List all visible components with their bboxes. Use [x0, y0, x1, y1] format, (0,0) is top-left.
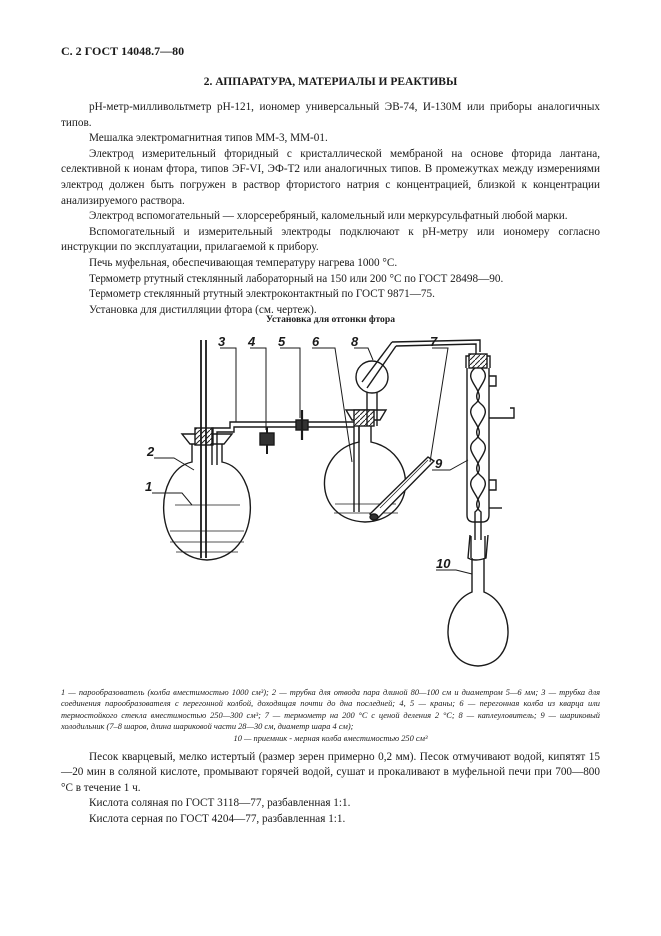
label-1: 1	[145, 479, 153, 494]
figure-title: Установка для отгонки фтора	[266, 314, 395, 325]
paragraph-stirrer: Мешалка электромагнитная типов ММ-3, ММ-01.	[89, 132, 328, 145]
label-4: 4	[248, 334, 256, 349]
reagents-list	[61, 750, 600, 827]
volumetric-receiver-flask	[448, 535, 508, 666]
stopcock-4	[260, 427, 274, 454]
section-title: 2. АППАРАТУРА, МАТЕРИАЛЫ И РЕАКТИВЫ	[203, 76, 458, 88]
label-2: 2	[147, 444, 155, 459]
label-5: 5	[278, 334, 286, 349]
paragraph-muffle-furnace: Печь муфельная, обеспечивающая температуру нагрева 1000 °С.	[89, 256, 398, 269]
paragraph-measuring-electrode: Электрод измерительный фторидный с кристаллической мембраной на основе фторида лантана, селективной к ионам фтора, типов ЭF-VI, ЭФ-Т2 или аналогичных типов. В промежутках между измерениями электрод должен быть погружен в раствор фтористого натрия с концентрацией, близкой к концентрации анализируемого раствора.	[61, 147, 600, 207]
figure-caption	[61, 687, 600, 744]
paragraph-auxiliary-electrode: Электрод вспомогательный — хлорсеребряный, каломельный или меркурсульфатный любой марки.	[89, 210, 568, 223]
paragraph-quartz-sand: Песок кварцевый, мелко истертый (размер зерен примерно 0,2 мм). Песок отмучивают водой, кипятят 15—20 мин в соляной кислоте, промывают горячей водой, сушат и прокаливают в муфельной печи при 700—800 °С в течение 1 ч.	[61, 751, 600, 794]
caption-main: 1 — парообразователь (колба вместимостью 1000 см³); 2 — трубка для отвода пара длиной 80—100 см и диаметром 5—6 мм; 3 — трубка для соединения парообразователя с перегонной колбой, доходящая почти до дна последней; 4, 5 — краны; 6 — перегонная колба из кварца или термостойкого стекла вместимостью 250—300 см³; 7 — термометр на 200 °С с ценой деления 2 °С; 8 — каплеуловитель; 9 — шариковый холодильник (7–8 шаров, длина шариковой части 28—30 см, диаметр шара 4 см);	[61, 688, 600, 732]
paragraph-distillation-setup: Установка для дистилляции фтора (см. чертеж).	[89, 303, 317, 316]
paragraph-sulfuric-acid: Кислота серная по ГОСТ 4204—77, разбавленная 1:1.	[89, 812, 346, 825]
bulb-condenser	[466, 354, 514, 540]
paragraph-contact-thermometer: Термометр стеклянный ртутный электроконтактный по ГОСТ 9871—75.	[89, 288, 435, 301]
label-9: 9	[435, 456, 443, 471]
paragraph-electrode-connection: Вспомогательный и измерительный электроды подключают к рН-метру или иономеру согласно инструкции по эксплуатации, прилагаемой к прибору.	[61, 225, 600, 254]
steam-generator-flask	[164, 428, 251, 560]
label-7: 7	[430, 334, 438, 349]
caption-last: 10 — приемник - мерная колба вместимостью 250 см³	[233, 733, 428, 743]
equipment-list	[61, 100, 600, 318]
distillation-apparatus-drawing	[130, 330, 530, 685]
steam-outlet-tube	[201, 340, 206, 558]
stopcock-5	[296, 410, 308, 440]
label-6: 6	[312, 334, 320, 349]
paragraph-ph-meter: рН-метр-милливольтметр рН-121, иономер универсальный ЭВ-74, И-130М или приборы аналогичных типов.	[61, 101, 600, 129]
label-8: 8	[351, 334, 359, 349]
label-3: 3	[218, 334, 226, 349]
page-header: С. 2 ГОСТ 14048.7—80	[61, 44, 185, 58]
paragraph-lab-thermometer: Термометр ртутный стеклянный лабораторный на 150 или 200 °С по ГОСТ 28498—90.	[89, 272, 504, 285]
paragraph-hydrochloric-acid: Кислота соляная по ГОСТ 3118—77, разбавленная 1:1.	[89, 797, 351, 810]
label-10: 10	[436, 556, 451, 571]
